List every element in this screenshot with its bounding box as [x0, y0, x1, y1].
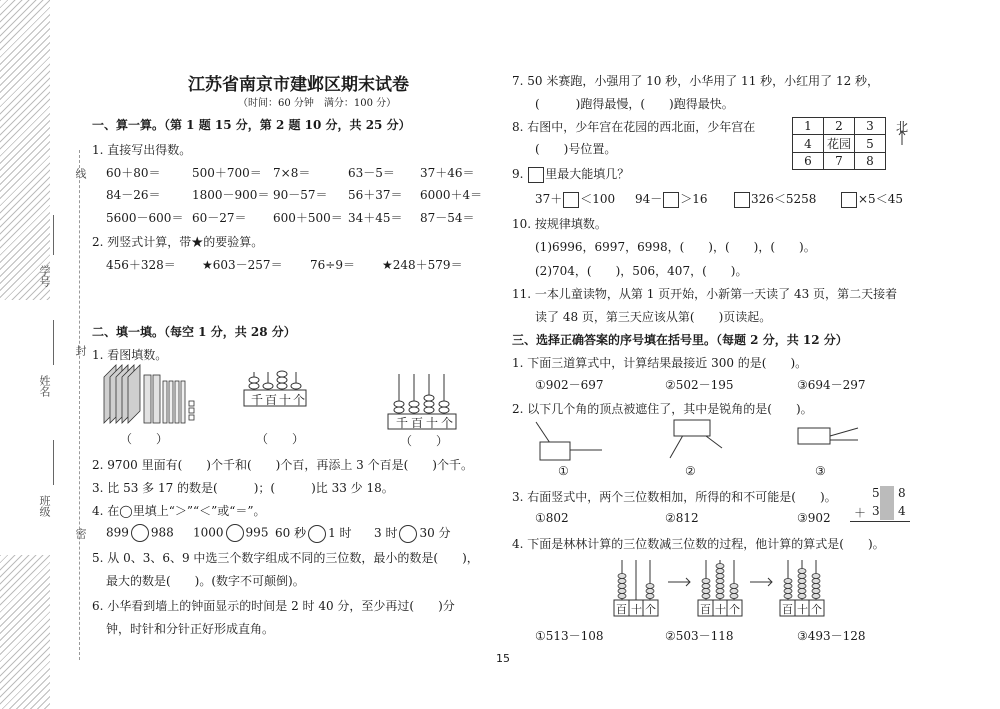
grid-cell: 7 [824, 153, 855, 170]
unit-cubes-icon [189, 401, 194, 420]
abacus-beads [618, 564, 820, 599]
compare-right: 30 分 [419, 526, 451, 540]
c1-option-1: ①902－697 [535, 378, 604, 392]
q9-part: ×5＜45 [858, 192, 903, 206]
q9-item-4 [840, 190, 903, 208]
seal-label-2: 封 [74, 345, 87, 356]
grid-cell: 2 [824, 118, 855, 135]
q9-number: 9. [512, 167, 524, 181]
angle-figure-1 [530, 418, 610, 462]
s2-q3: 3. 比 53 多 17 的数是( )；( )比 33 少 18。 [92, 481, 394, 495]
c3-question: 3. 右面竖式中，两个三位数相加，所得的和不可能是( )。 [512, 490, 837, 504]
answer-box[interactable] [841, 192, 857, 208]
q8-line1: 8. 右图中，少年宫在花园的西北面，少年宫在 [512, 120, 756, 134]
grid-cell: 4 [793, 135, 824, 153]
vertical-calc-item: 76÷9＝ [310, 258, 355, 272]
abacus-label-one: 个 [293, 393, 306, 407]
abacus-b-one: 个 [729, 603, 740, 616]
s2-q1: 1. 看图填数。 [92, 348, 168, 362]
abacus-a-hundred: 百 [616, 603, 627, 616]
hundred-flats-icon [144, 375, 160, 423]
vertical-calc-item: ★248＋579＝ [382, 258, 463, 272]
seal-label-1: 线 [74, 168, 87, 179]
binding-hatch-bottom [0, 555, 50, 709]
page-number: 15 [496, 652, 510, 665]
calc-item: 34＋45＝ [348, 211, 403, 225]
angle-figure-3 [794, 418, 864, 462]
s2-q2: 2. 9700 里面有( )个千和( )个百，再添上 3 个百是( )个千。 [92, 458, 473, 472]
q9-part: 94－ [635, 192, 663, 206]
q10-part-2: (2)704，( )，506，407，( )。 [535, 264, 748, 278]
q9-box[interactable] [528, 167, 544, 183]
calc-item: 90－57＝ [273, 188, 328, 202]
compare-item-2 [193, 524, 268, 542]
c1-question: 1. 下面三道算式中，计算结果最接近 300 的是( )。 [512, 356, 808, 370]
seal-label-3: 密 [74, 528, 87, 539]
compare-circle[interactable] [399, 525, 417, 543]
q7-line1: 7. 50 米赛跑，小强用了 10 秒，小华用了 11 秒，小红用了 12 秒， [512, 74, 880, 88]
abacus-c-ten: 十 [797, 603, 808, 616]
q9-line [512, 165, 629, 183]
s2-q6b: 钟，时针和分针正好形成直角。 [106, 622, 275, 636]
compare-left: 60 秒 [275, 526, 307, 540]
class-label: 班级 [38, 495, 51, 517]
c4-option-2: ②503－118 [665, 629, 734, 643]
q9-text: 里最大能填几？ [545, 167, 630, 181]
compare-right: 1 时 [328, 526, 352, 540]
plus-sign: ＋ [854, 506, 867, 520]
q9-item-1 [535, 190, 615, 208]
c2-option-1: ① [558, 464, 569, 478]
thousand-cubes-icon [104, 365, 140, 423]
c3-option-2: ②812 [665, 511, 699, 525]
hidden-digit-block [880, 486, 894, 520]
exam-subtitle: （时间：60 分钟 满分：100 分） [238, 98, 397, 109]
q11-line1: 11. 一本儿童读物，从第 1 页开始，小新第一天读了 43 页，第二天接着 [512, 287, 898, 301]
abacus-a-one: 个 [645, 603, 656, 616]
calc-item: 600＋500＝ [273, 211, 343, 225]
calc-item: 60－27＝ [192, 211, 247, 225]
section-1-heading: 一、算一算。（第 1 题 15 分，第 2 题 10 分，共 25 分） [92, 118, 411, 132]
blank-2: （ ） [256, 432, 305, 446]
compare-item-1 [106, 524, 174, 542]
grid-cell: 1 [793, 118, 824, 135]
q9-part: 326＜5258 [751, 192, 817, 206]
addend1-ones: 8 [898, 486, 906, 500]
abacus2-label-one: 个 [441, 416, 454, 430]
name-label: 姓名 [38, 375, 51, 397]
s1-q1-title: 1. 直接写出得数。 [92, 143, 192, 157]
compare-left: 3 时 [374, 526, 398, 540]
q8-line2: ( )号位置。 [535, 142, 617, 156]
grid-cell: 花园 [824, 135, 855, 153]
vertical-addition [850, 486, 910, 522]
q9-part: ＜100 [580, 192, 616, 206]
student-number-label: 学号 [38, 265, 51, 287]
q7-line2: ( )跑得最慢，( )跑得最快。 [535, 97, 734, 111]
seal-line [79, 150, 80, 660]
compare-circle[interactable] [226, 524, 244, 542]
grid-cell: 5 [855, 135, 886, 153]
addend1-hundreds: 5 [872, 486, 880, 500]
abacus2-label-ten: 十 [426, 416, 439, 430]
exam-title: 江苏省南京市建邺区期末试卷 [188, 75, 409, 95]
s2-q5b: 最大的数是( )。(数字不可颠倒)。 [106, 574, 305, 588]
calc-item: 87－54＝ [420, 211, 475, 225]
abacus-b-hundred: 百 [700, 603, 711, 616]
name-line [53, 320, 54, 365]
grid-cell: 6 [793, 153, 824, 170]
c3-option-3: ③902 [797, 511, 831, 525]
abacus2-label-hundred: 百 [411, 416, 424, 430]
s1-q2-title: 2. 列竖式计算，带★的要验算。 [92, 235, 264, 249]
north-arrow-icon [897, 130, 907, 146]
calc-item: 5600－600＝ [106, 211, 184, 225]
blank-3: （ ） [400, 434, 449, 448]
c4-option-3: ③493－128 [797, 629, 866, 643]
abacus-c-hundred: 百 [782, 603, 793, 616]
angle-figure-2 [660, 418, 730, 462]
s2-q6a: 6. 小华看到墙上的钟面显示的时间是 2 时 40 分，至少再过( )分 [92, 599, 455, 613]
q11-line2: 读了 48 页，第三天应该从第( )页读起。 [535, 310, 772, 324]
binding-hatch-top [0, 0, 50, 300]
calc-item: 84－26＝ [106, 188, 161, 202]
blank-1: （ ） [120, 432, 169, 446]
abacus2-label-thousand: 千 [396, 416, 409, 430]
q9-item-3 [733, 190, 816, 208]
compare-item-4 [374, 524, 451, 543]
c2-option-3: ③ [815, 464, 826, 478]
compare-right: 988 [150, 525, 174, 540]
abacus-label-thousand: 千 [251, 393, 264, 407]
calc-item: 1800－900＝ [192, 188, 270, 202]
compare-right: 995 [245, 525, 269, 540]
addend2-hundreds: 3 [872, 504, 880, 518]
vertical-calc-item: ★603－257＝ [202, 258, 283, 272]
grid-cell: 8 [855, 153, 886, 170]
north-label: 北 [896, 120, 909, 134]
class-line [53, 440, 54, 485]
compare-item-3 [275, 524, 352, 543]
abacus-b-ten: 十 [715, 603, 726, 616]
compare-left: 899 [106, 525, 129, 540]
compare-circle[interactable] [308, 525, 326, 543]
vertical-calc-item: 456＋328＝ [106, 258, 176, 272]
c3-option-1: ①802 [535, 511, 569, 525]
c4-option-1: ①513－108 [535, 629, 604, 643]
answer-box[interactable] [563, 192, 579, 208]
c1-option-3: ③694－297 [797, 378, 866, 392]
calc-item: 60＋80＝ [106, 166, 161, 180]
abacus-a-ten: 十 [631, 603, 642, 616]
base-ten-blocks-figure [100, 363, 200, 425]
grid-cell: 3 [855, 118, 886, 135]
answer-box[interactable] [734, 192, 750, 208]
calc-item: 6000＋4＝ [420, 188, 483, 202]
q10-part-1: (1)6996，6997，6998，( )，( )，( )。 [535, 240, 816, 254]
abacus-label-hundred: 百 [265, 393, 278, 407]
addend2-ones: 4 [898, 504, 906, 518]
q9-part: ＞16 [680, 192, 708, 206]
calc-item: 37＋46＝ [420, 166, 475, 180]
q9-part: 37＋ [535, 192, 563, 206]
c4-question: 4. 下面是林林计算的三位数减三位数的过程，他计算的算式是( )。 [512, 537, 885, 551]
abacus-beads [249, 371, 301, 389]
compare-circle[interactable] [131, 524, 149, 542]
c2-question: 2. 以下几个角的顶点被遮住了，其中是锐角的是( )。 [512, 402, 813, 416]
s2-q4: 4. 在◯里填上“＞”“＜”或“＝”。 [92, 504, 266, 518]
abacus-c-one: 个 [811, 603, 822, 616]
section-3-heading: 三、选择正确答案的序号填在括号里。（每题 2 分，共 12 分） [512, 333, 848, 347]
calc-item: 56＋37＝ [348, 188, 403, 202]
abacus-beads [394, 395, 449, 413]
abacus-label-ten: 十 [279, 393, 292, 407]
position-grid [792, 117, 886, 170]
answer-box[interactable] [663, 192, 679, 208]
section-2-heading: 二、填一填。（每空 1 分，共 28 分） [92, 325, 296, 339]
q10-title: 10. 按规律填数。 [512, 217, 607, 231]
calc-item: 7×8＝ [273, 166, 311, 180]
student-number-line [53, 215, 54, 255]
compare-left: 1000 [193, 525, 224, 540]
c1-option-2: ②502－195 [665, 378, 734, 392]
s2-q5a: 5. 从 0、3、6、9 中选三个数字组成不同的三位数，最小的数是( )， [92, 551, 479, 565]
calc-item: 500＋700＝ [192, 166, 262, 180]
c2-option-2: ② [685, 464, 696, 478]
calc-item: 63－5＝ [348, 166, 395, 180]
sum-line [850, 521, 910, 522]
ten-rods-icon [163, 381, 185, 423]
q9-item-2 [635, 190, 708, 208]
